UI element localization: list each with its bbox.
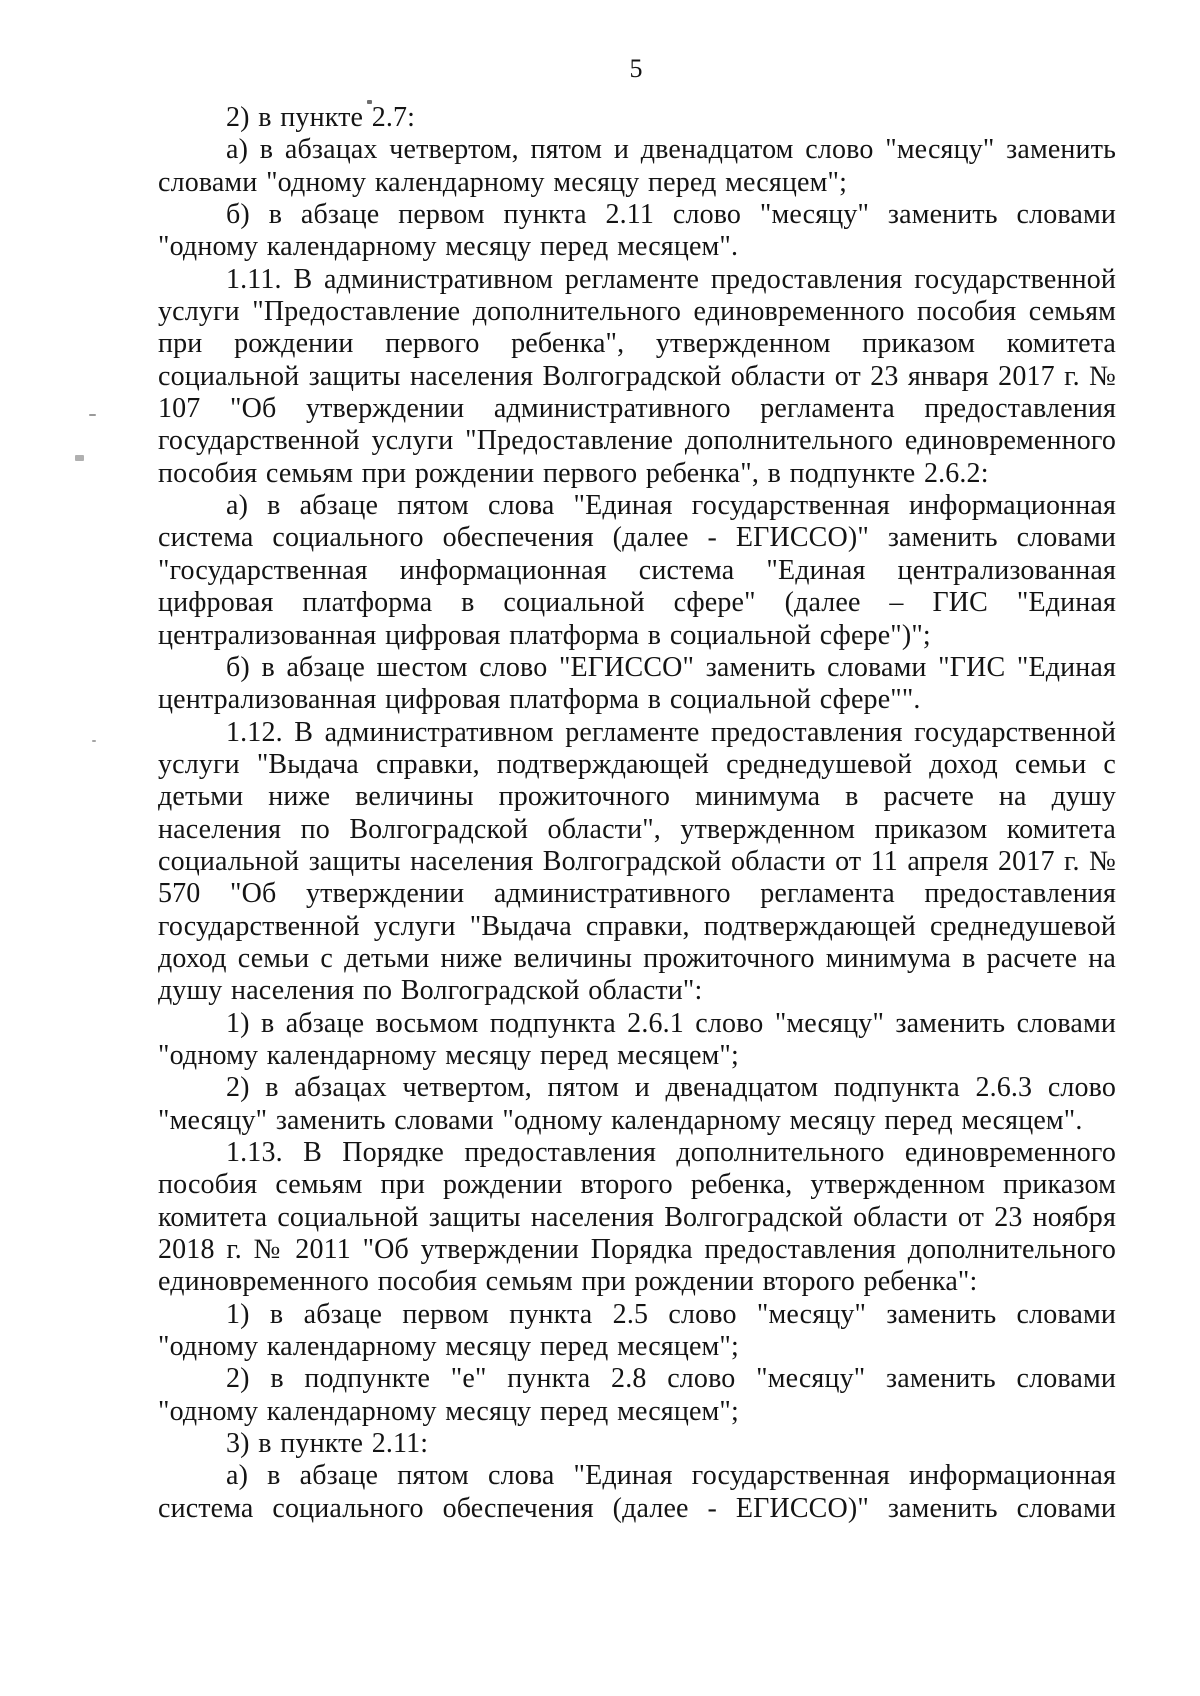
paragraph-clause-1-12-1: 1) в абзаце восьмом подпункта 2.6.1 слово "месяцу" заменить словами "одному календарному месяцу перед месяцем"; [158, 1007, 1116, 1071]
scan-speck [75, 455, 84, 461]
paragraph-clause-1-13-2: 2) в подпункте "е" пункта 2.8 слово "месяцу" заменить словами "одному календарному месяцу перед месяцем"; [158, 1363, 1116, 1427]
scan-speck [92, 740, 96, 742]
paragraph-clause-1-12-2: 2) в абзацах четвертом, пятом и двенадцатом подпункта 2.6.3 слово "месяцу" заменить словами "одному календарному месяцу перед месяцем". [158, 1072, 1116, 1136]
page-number: 5 [629, 54, 643, 83]
scan-speck [89, 414, 96, 416]
paragraph-clause-1-11: 1.11. В административном регламенте предоставления государственной услуги "Предоставление дополнительного единовременного пособия семьям при рождении первого ребенка", утвержденном приказом комитета социальной защиты населения Волгоградской области от 23 января 2017 г. № 107 "Об утверждении административного регламента предоставления государственной услуги "Предоставление дополнительного единовременного пособия семьям при рождении первого ребенка", в подпункте 2.6.2: [158, 263, 1116, 489]
paragraph-item-2a: а) в абзацах четвертом, пятом и двенадцатом слово "месяцу" заменить словами "одному календарному месяцу перед месяцем"; [158, 134, 1116, 198]
paragraph-clause-1-11-b: б) в абзаце шестом слово "ЕГИССО" заменить словами "ГИС "Единая централизованная цифровая платформа в социальной сфере"". [158, 651, 1116, 716]
paragraph-item-2: 2) в пункте 2.7: [226, 102, 416, 133]
paragraph-clause-1-13-3a: а) в абзаце пятом слова "Единая государственная информационная система социального обеспечения (далее - ЕГИССО)" заменить словами [158, 1460, 1116, 1524]
document-text-block [158, 102, 1116, 1525]
paragraph-clause-1-13: 1.13. В Порядке предоставления дополнительного единовременного пособия семьям при рождении второго ребенка, утвержденном приказом комитета социальной защиты населения Волгоградской области от 23 ноября 2018 г. № 2011 "Об утверждении Порядка предоставления дополнительного единовременного пособия семьям при рождении второго ребенка": [158, 1137, 1116, 1298]
paragraph-item-2b: б) в абзаце первом пункта 2.11 слово "месяцу" заменить словами "одному календарному месяцу перед месяцем". [158, 199, 1116, 263]
paragraph-clause-1-11-a: а) в абзаце пятом слова "Единая государственная информационная система социального обеспечения (далее - ЕГИССО)" заменить словами "государственная информационная система "Единая централизованная цифровая платформа в социальной сфере" (далее – ГИС "Единая централизованная цифровая платформа в социальной сфере")"; [158, 490, 1116, 651]
paragraph-clause-1-13-1: 1) в абзаце первом пункта 2.5 слово "месяцу" заменить словами "одному календарному месяцу перед месяцем"; [158, 1298, 1116, 1363]
paragraph-clause-1-12: 1.12. В административном регламенте предоставления государственной услуги "Выдача справки, подтверждающей среднедушевой доход семьи с детьми ниже величины прожиточного минимума в расчете на душу населения по Волгоградской области", утвержденном приказом комитета социальной защиты населения Волгоградской области от 11 апреля 2017 г. № 570 "Об утверждении административного регламента предоставления государственной услуги "Выдача справки, подтверждающей среднедушевой доход семьи с детьми ниже величины прожиточного минимума в расчете на душу населения по Волгоградской области": [158, 716, 1116, 1007]
paragraph-clause-1-13-3: 3) в пункте 2.11: [226, 1428, 429, 1460]
